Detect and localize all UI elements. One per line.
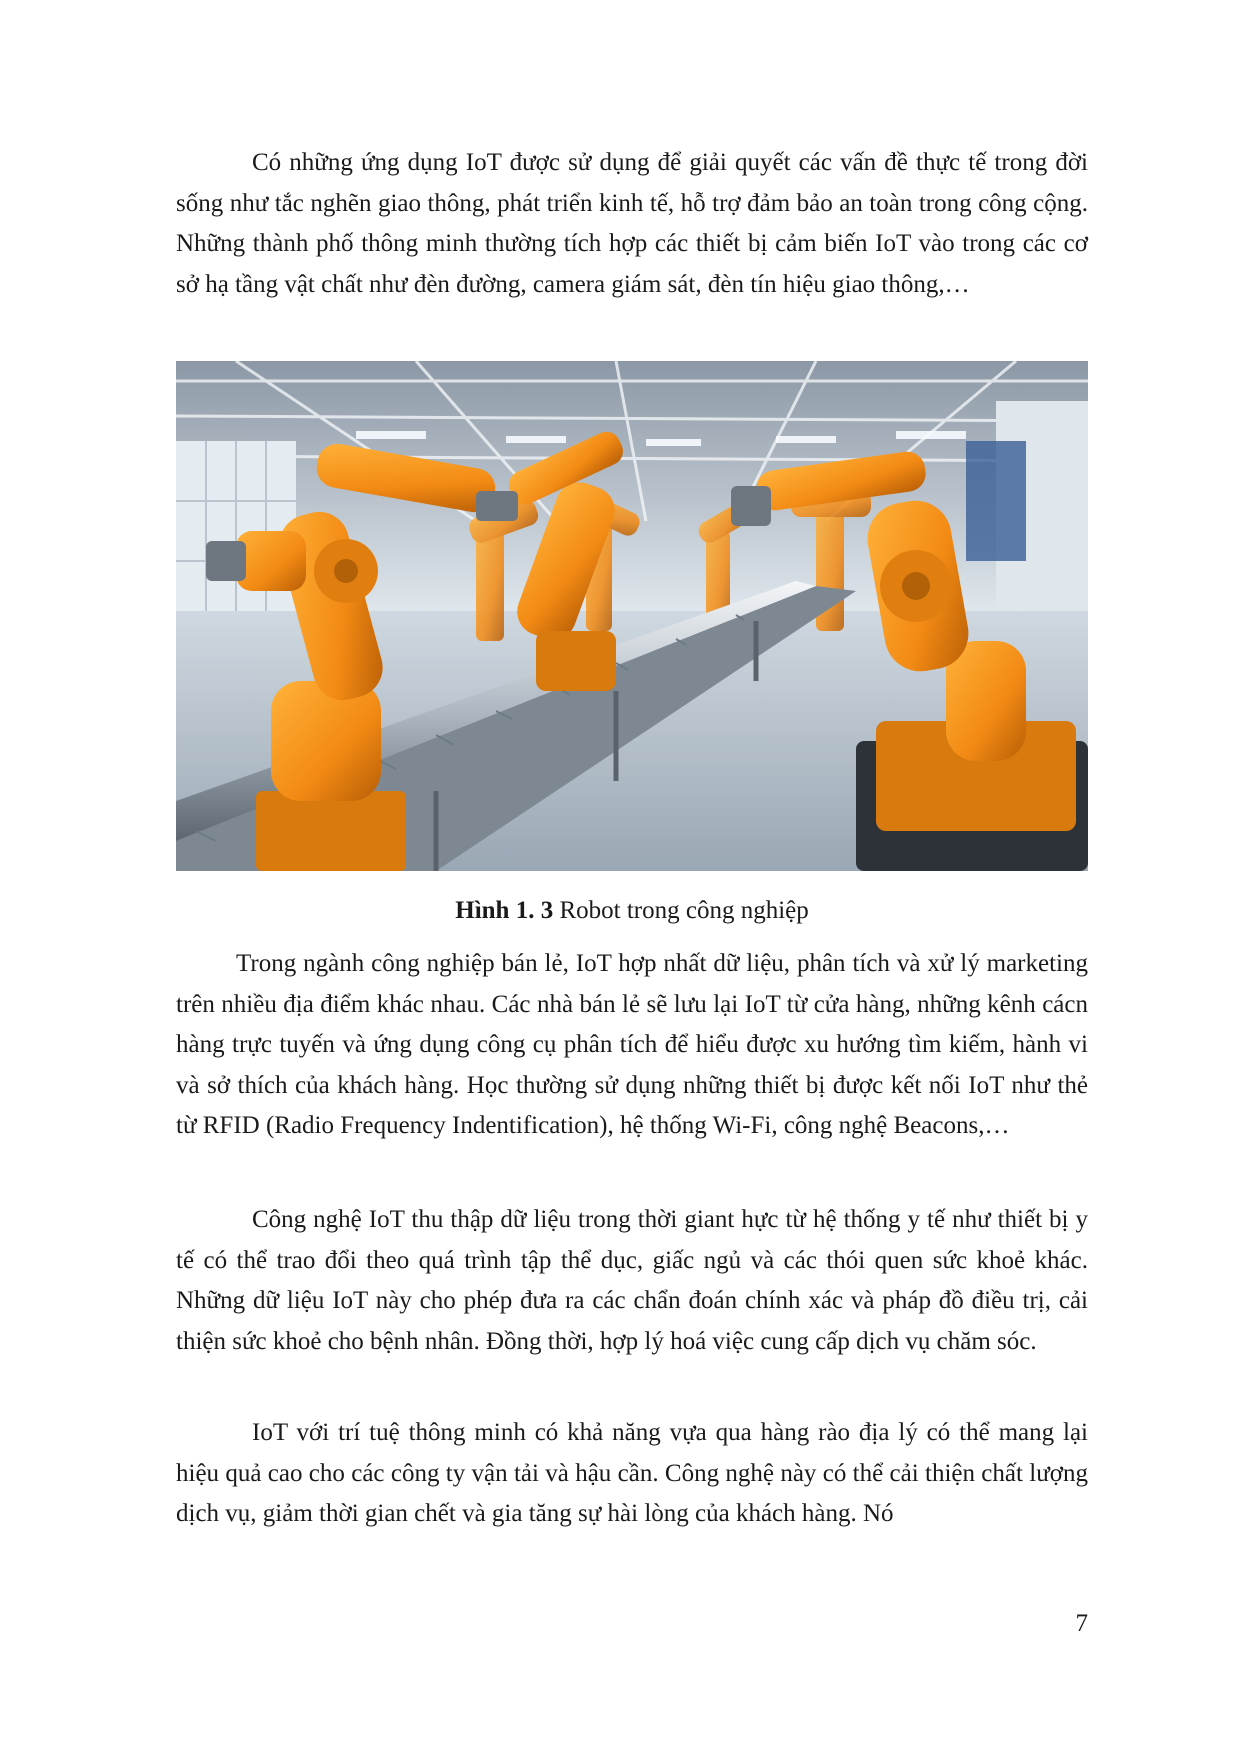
paragraph-healthcare: Công nghệ IoT thu thập dữ liệu trong thời giant hực từ hệ thống y tế như thiết bị y tế có thể trao đổi theo quá trình tập thể dục, giấc ngủ và các thói quen sức khoẻ khác. Những dữ liệu IoT này cho phép đưa ra các chẩn đoán chính xác và pháp đồ điều trị, cải thiện sức khoẻ cho bệnh nhân. Đồng thời, hợp lý hoá việc cung cấp dịch vụ chăm sóc. (176, 1206, 1088, 1355)
paragraph-retail: Trong ngành công nghiệp bán lẻ, IoT hợp nhất dữ liệu, phân tích và xử lý marketing trên nhiều địa điểm khác nhau. Các nhà bán lẻ sẽ lưu lại IoT từ cửa hàng, những kênh cácn hàng trực tuyến và ứng dụng công cụ phân tích để hiểu được xu hướng tìm kiếm, hành vi và sở thích của khách hàng. Học thường sử dụng những thiết bị được kết nối IoT như thẻ từ RFID (Radio Frequency Indentification), hệ thống Wi-Fi, công nghệ Beacons,… (176, 950, 1088, 1139)
paragraph-smart-city: Có những ứng dụng IoT được sử dụng để giải quyết các vấn đề thực tế trong đời sống như tắc nghẽn giao thông, phát triển kinh tế, hỗ trợ đảm bảo an toàn trong công cộng. Những thành phố thông minh thường tích hợp các thiết bị cảm biến IoT vào trong các cơ sở hạ tầng vật chất như đèn đường, camera giám sát, đèn tín hiệu giao thông,… (176, 149, 1088, 298)
figure-caption-label: Hình 1. 3 (455, 897, 554, 924)
page-number: 7 (1075, 1610, 1088, 1637)
paragraph-logistics: IoT với trí tuệ thông minh có khả năng vựa qua hàng rào địa lý có thể mang lại hiệu quả cao cho các công ty vận tải và hậu cần. Công nghệ này có thể cải thiện chất lượng dịch vụ, giảm thời gian chết và gia tăng sự hài lòng của khách hàng. Nó (176, 1419, 1088, 1527)
figure-caption-text: Robot trong công nghiệp (553, 897, 809, 924)
industrial-robots-illustration (176, 361, 1088, 871)
industrial-robots-photo (176, 361, 1088, 871)
figure-caption (176, 895, 1088, 927)
